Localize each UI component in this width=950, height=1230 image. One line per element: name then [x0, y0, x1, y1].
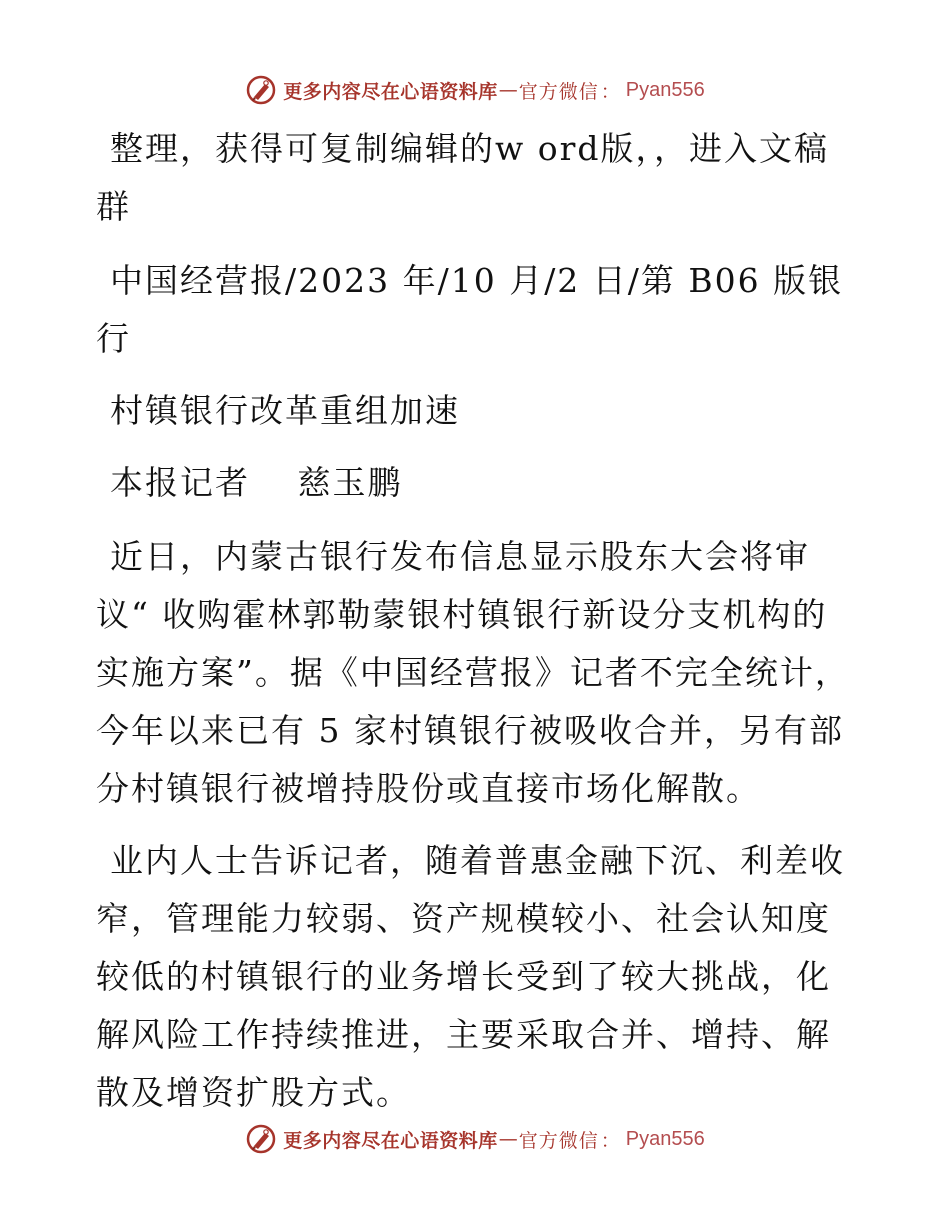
banner-dash: —: [498, 79, 518, 101]
author-line: 本报记者 慈玉鹏: [110, 463, 403, 502]
body-paragraph: 近日，内蒙古银行发布信息显示股东大会将审议“ 收购霍林郭勒蒙银村镇银行新设分支机构的实施方案”。据《中国经营报》记者不完全统计，今年以来已有 5 家村镇银行被吸收合并，另有部分村镇银行被增持股份或直接市场化解散。: [96, 537, 850, 808]
banner-main-text: 更多内容尽在心语资料库: [283, 80, 498, 103]
header-watermark-banner: [0, 70, 950, 110]
article-title: 村镇银行改革重组加速: [110, 391, 460, 430]
intro-text: 整理，获得可复制编辑的w ord版，，进入文稿群: [96, 129, 830, 226]
banner-separator: ：: [600, 80, 620, 103]
banner-wechat-id: Pyan556: [625, 1127, 705, 1150]
banner-wechat-label: 官方微信: [518, 1129, 599, 1152]
pen-logo-icon: [245, 74, 277, 106]
pen-logo-icon: [245, 1123, 277, 1155]
document-body: [96, 120, 856, 1122]
banner-dash: —: [498, 1128, 518, 1150]
banner-separator: ：: [600, 1129, 620, 1152]
banner-wechat-label: 官方微信: [518, 80, 599, 103]
footer-watermark-banner: [0, 1119, 950, 1159]
body-paragraph: 业内人士告诉记者，随着普惠金融下沉、利差收窄，管理能力较弱、资产规模较小、社会认知度较低的村镇银行的业务增长受到了较大挑战，化解风险工作持续推进，主要采取合并、增持、解散及增资扩股方式。: [96, 841, 845, 1112]
banner-wechat-id: Pyan556: [625, 78, 705, 101]
source-line: 中国经营报/2023 年/10 月/2 日/第 B06 版银行: [96, 261, 844, 358]
banner-main-text: 更多内容尽在心语资料库: [283, 1129, 498, 1152]
